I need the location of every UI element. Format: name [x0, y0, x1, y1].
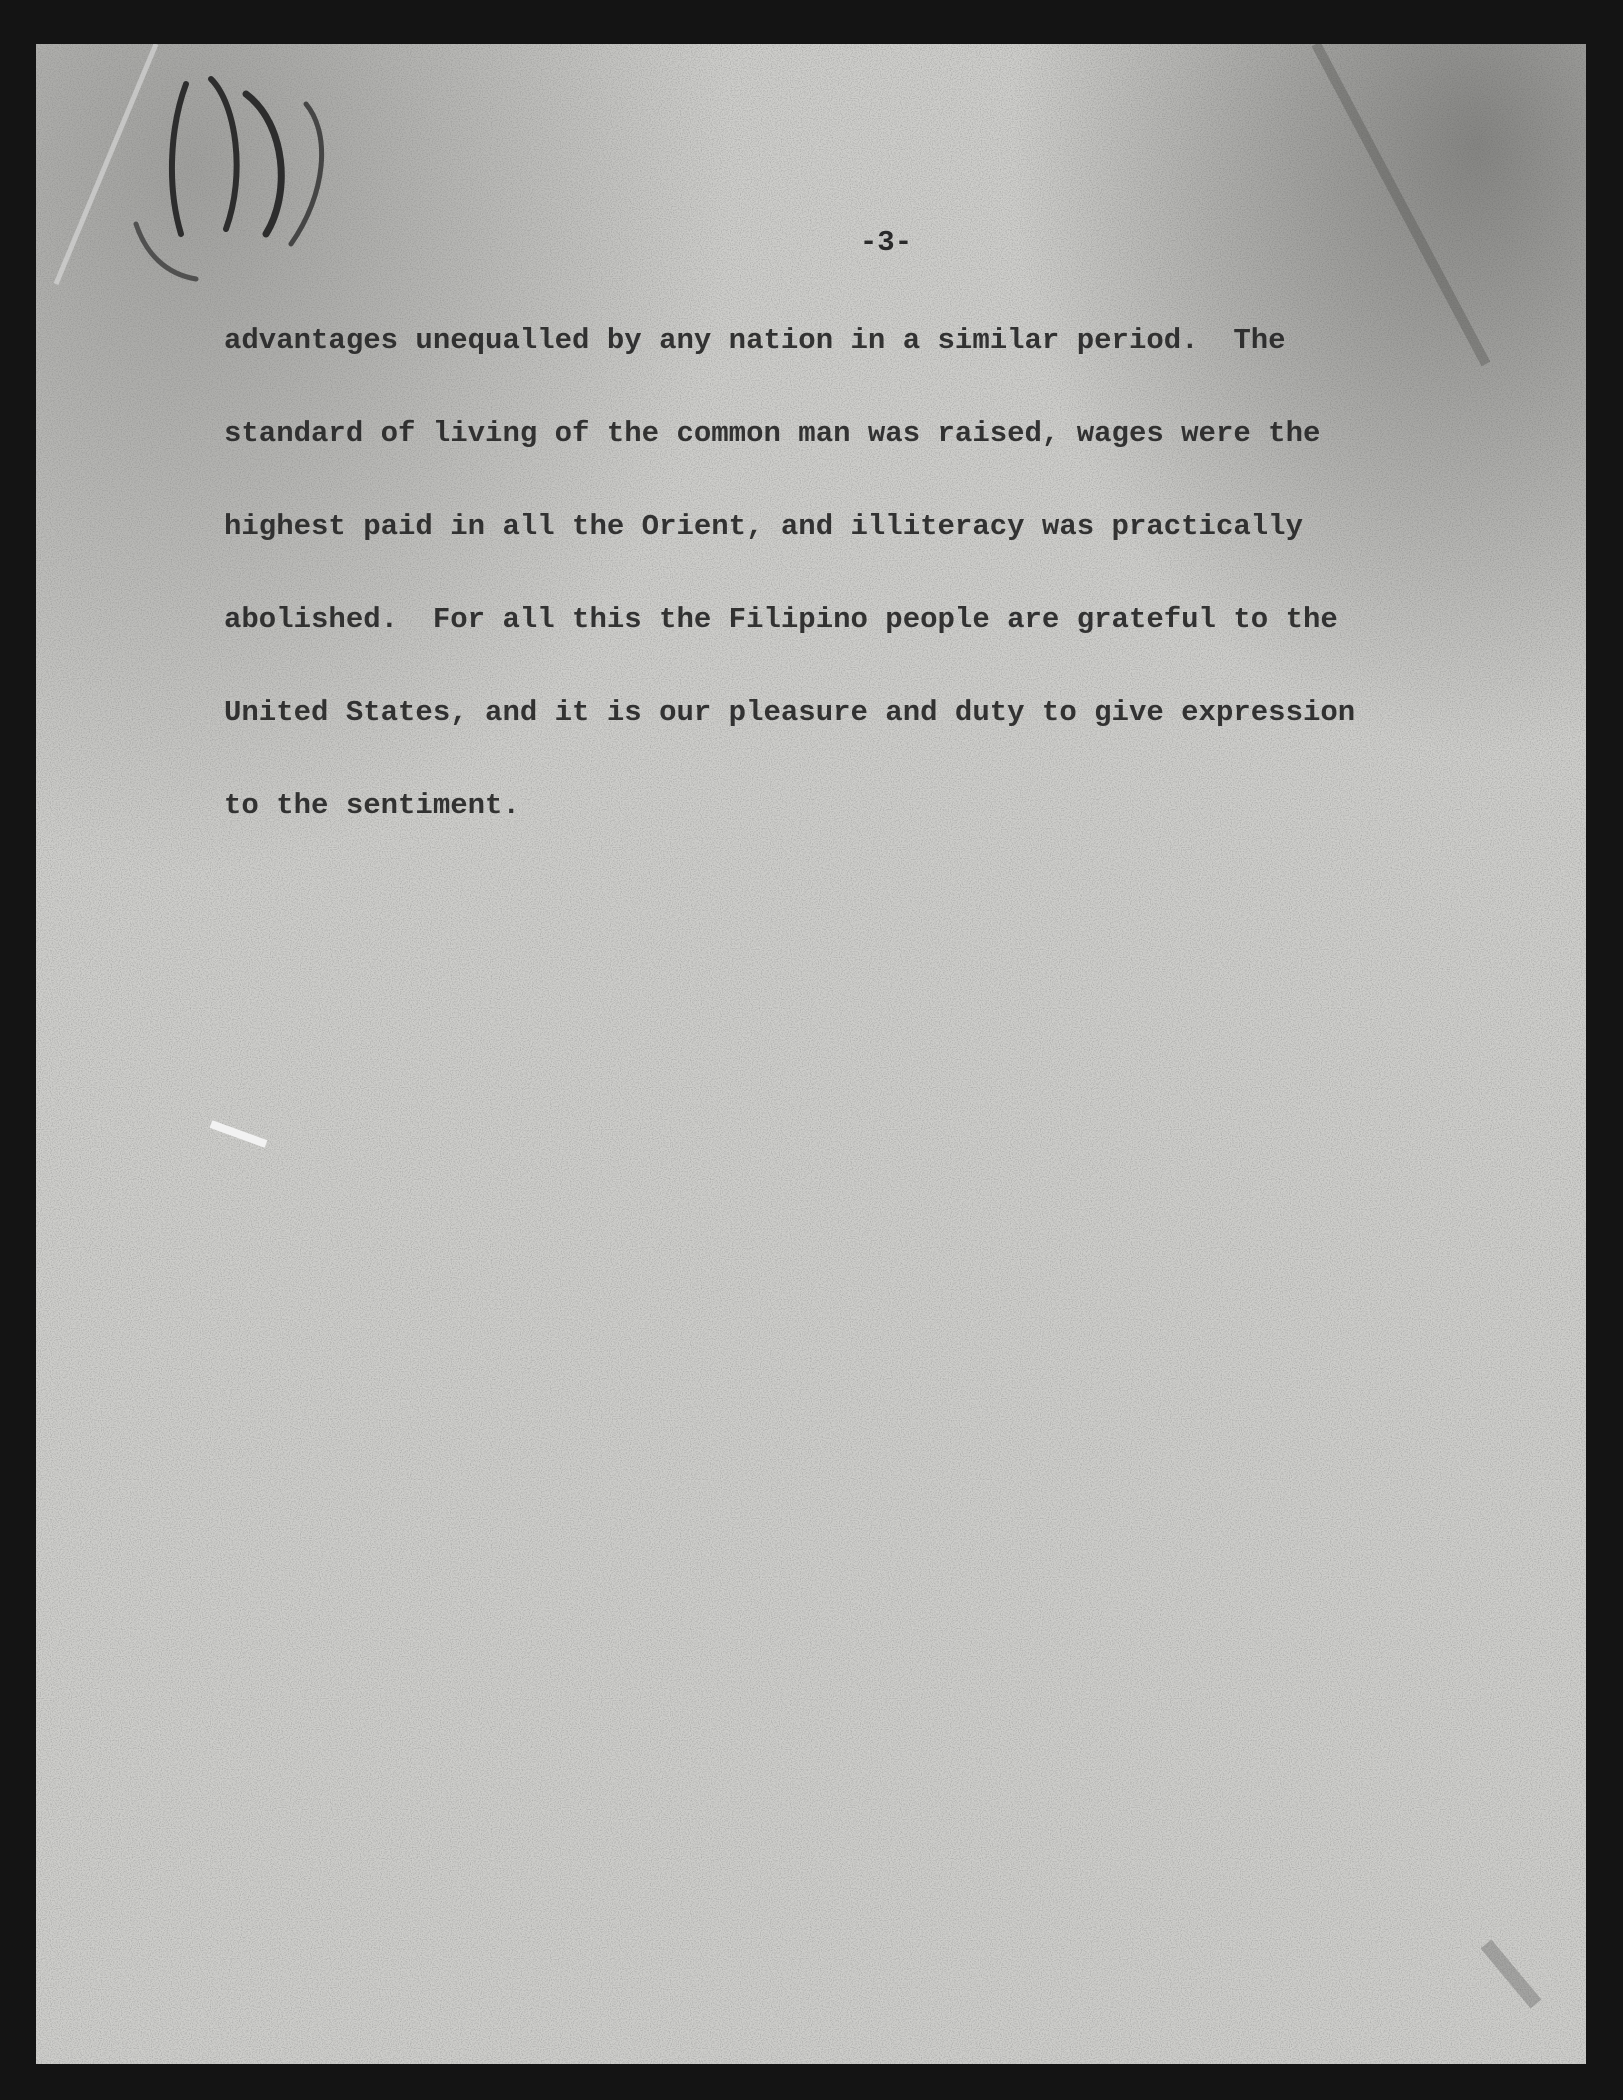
handwritten-mark: [86, 64, 386, 324]
text-line-2: standard of living of the common man was raised, wages were the: [224, 417, 1321, 450]
text-line-5: United States, and it is our pleasure and duty to give expression: [224, 696, 1356, 729]
document-page: [36, 44, 1586, 2064]
text-line-6: to the sentiment.: [224, 789, 520, 822]
text-line-4: abolished. For all this the Filipino people are grateful to the: [224, 603, 1338, 636]
body-paragraph: [224, 324, 1464, 882]
text-line-3: highest paid in all the Orient, and illiteracy was practically: [224, 510, 1303, 543]
page-number: -3-: [859, 226, 913, 259]
text-line-1: advantages unequalled by any nation in a similar period. The: [224, 324, 1286, 357]
